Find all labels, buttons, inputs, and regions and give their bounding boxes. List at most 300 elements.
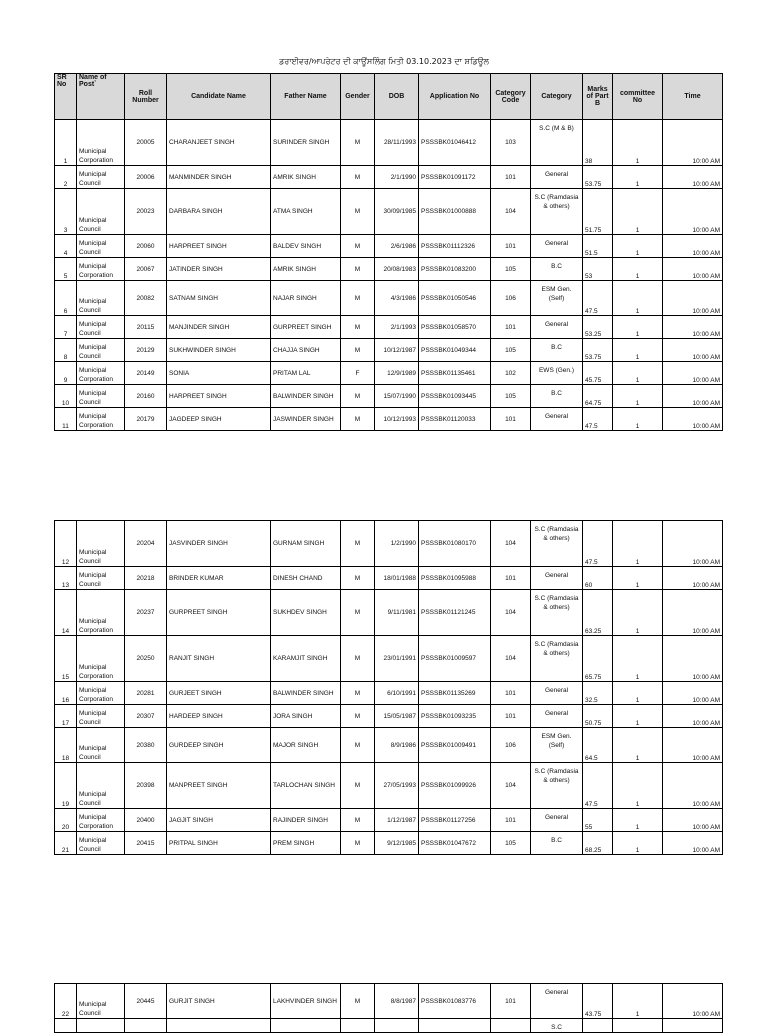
sr-cell: 13 bbox=[55, 567, 77, 590]
category-cell: S.C (Ramdasia & others) bbox=[531, 636, 583, 682]
table-row bbox=[55, 385, 723, 408]
gender-cell: M bbox=[341, 809, 375, 832]
roll-cell: 20250 bbox=[125, 636, 167, 682]
marks-cell: 53.25 bbox=[583, 316, 613, 339]
sr-cell bbox=[55, 1019, 77, 1033]
candidate-name-cell: PRITPAL SINGH bbox=[167, 832, 271, 855]
table-row bbox=[55, 590, 723, 636]
committee-cell: 1 bbox=[613, 316, 663, 339]
dob-cell: 15/05/1987 bbox=[375, 705, 419, 728]
committee-cell: 1 bbox=[613, 705, 663, 728]
header-roll: Roll Number bbox=[125, 74, 167, 120]
marks-cell: 65.75 bbox=[583, 636, 613, 682]
category-cell: General bbox=[531, 408, 583, 431]
roll-cell: 20179 bbox=[125, 408, 167, 431]
gender-cell: M bbox=[341, 339, 375, 362]
header-time: Time bbox=[663, 74, 723, 120]
category-cell: General bbox=[531, 316, 583, 339]
committee-cell: 1 bbox=[613, 189, 663, 235]
roll-cell bbox=[125, 1019, 167, 1033]
candidate-name-cell: DARBARA SINGH bbox=[167, 189, 271, 235]
post-cell: Municipal Council bbox=[77, 339, 125, 362]
application-no-cell: PSSSBK01009491 bbox=[419, 728, 491, 763]
sr-cell: 19 bbox=[55, 763, 77, 809]
time-cell: 10:00 AM bbox=[663, 362, 723, 385]
table-row bbox=[55, 728, 723, 763]
sr-cell: 3 bbox=[55, 189, 77, 235]
marks-cell: 47.5 bbox=[583, 521, 613, 567]
committee-cell: 1 bbox=[613, 408, 663, 431]
marks-cell: 64.5 bbox=[583, 728, 613, 763]
father-name-cell: BALWINDER SINGH bbox=[271, 682, 341, 705]
marks-cell: 53.75 bbox=[583, 339, 613, 362]
marks-cell: 45.75 bbox=[583, 362, 613, 385]
post-cell: Municipal Council bbox=[77, 166, 125, 189]
gender-cell: M bbox=[341, 728, 375, 763]
marks-cell: 68.25 bbox=[583, 832, 613, 855]
committee-cell bbox=[613, 1019, 663, 1033]
candidate-name-cell: HARPREET SINGH bbox=[167, 235, 271, 258]
header-comm: committee No bbox=[613, 74, 663, 120]
marks-cell: 53.75 bbox=[583, 166, 613, 189]
category-code-cell: 104 bbox=[491, 521, 531, 567]
candidate-name-cell: GURPREET SINGH bbox=[167, 590, 271, 636]
post-cell: Municipal Corporation bbox=[77, 809, 125, 832]
category-cell: B.C bbox=[531, 385, 583, 408]
time-cell: 10:00 AM bbox=[663, 385, 723, 408]
table-row bbox=[55, 832, 723, 855]
header-marks: Marks of Part B bbox=[583, 74, 613, 120]
header-sr: SR No bbox=[55, 74, 77, 120]
post-cell: Municipal Council bbox=[77, 984, 125, 1019]
father-name-cell: NAJAR SINGH bbox=[271, 281, 341, 316]
time-cell: 10:00 AM bbox=[663, 339, 723, 362]
time-cell: 10:00 AM bbox=[663, 984, 723, 1019]
candidate-name-cell: SATNAM SINGH bbox=[167, 281, 271, 316]
time-cell: 10:00 AM bbox=[663, 408, 723, 431]
roll-cell: 20082 bbox=[125, 281, 167, 316]
dob-cell: 27/05/1993 bbox=[375, 763, 419, 809]
gender-cell: M bbox=[341, 682, 375, 705]
category-code-cell: 104 bbox=[491, 763, 531, 809]
sr-cell: 4 bbox=[55, 235, 77, 258]
table-row bbox=[55, 408, 723, 431]
table-row bbox=[55, 984, 723, 1019]
committee-cell: 1 bbox=[613, 763, 663, 809]
application-no-cell: PSSSBK01093445 bbox=[419, 385, 491, 408]
candidate-name-cell: SUKHWINDER SINGH bbox=[167, 339, 271, 362]
roll-cell: 20129 bbox=[125, 339, 167, 362]
gender-cell: M bbox=[341, 832, 375, 855]
schedule-table-3 bbox=[54, 983, 723, 1033]
post-cell: Municipal Council bbox=[77, 316, 125, 339]
dob-cell bbox=[375, 1019, 419, 1033]
committee-cell: 1 bbox=[613, 235, 663, 258]
father-name-cell: DINESH CHAND bbox=[271, 567, 341, 590]
father-name-cell: AMRIK SINGH bbox=[271, 258, 341, 281]
table-header-row bbox=[55, 74, 723, 120]
committee-cell: 1 bbox=[613, 385, 663, 408]
dob-cell: 9/12/1985 bbox=[375, 832, 419, 855]
candidate-name-cell: BRINDER KUMAR bbox=[167, 567, 271, 590]
roll-cell: 20023 bbox=[125, 189, 167, 235]
committee-cell: 1 bbox=[613, 281, 663, 316]
category-code-cell: 101 bbox=[491, 408, 531, 431]
header-code: Category Code bbox=[491, 74, 531, 120]
category-cell: S.C (Ramdasia & others) bbox=[531, 590, 583, 636]
dob-cell: 1/12/1987 bbox=[375, 809, 419, 832]
gender-cell: M bbox=[341, 235, 375, 258]
committee-cell: 1 bbox=[613, 636, 663, 682]
committee-cell: 1 bbox=[613, 362, 663, 385]
gender-cell: M bbox=[341, 763, 375, 809]
table-row bbox=[55, 705, 723, 728]
post-cell: Municipal Council bbox=[77, 832, 125, 855]
roll-cell: 20237 bbox=[125, 590, 167, 636]
committee-cell: 1 bbox=[613, 339, 663, 362]
dob-cell: 2/1/1990 bbox=[375, 166, 419, 189]
dob-cell: 6/10/1991 bbox=[375, 682, 419, 705]
category-cell: ESM Gen. (Self) bbox=[531, 728, 583, 763]
table-row bbox=[55, 682, 723, 705]
gender-cell: M bbox=[341, 521, 375, 567]
sr-cell: 20 bbox=[55, 809, 77, 832]
header-gender: Gender bbox=[341, 74, 375, 120]
category-code-cell: 102 bbox=[491, 362, 531, 385]
table-row bbox=[55, 339, 723, 362]
committee-cell: 1 bbox=[613, 590, 663, 636]
roll-cell: 20149 bbox=[125, 362, 167, 385]
roll-cell: 20060 bbox=[125, 235, 167, 258]
committee-cell: 1 bbox=[613, 258, 663, 281]
time-cell: 10:00 AM bbox=[663, 189, 723, 235]
roll-cell: 20005 bbox=[125, 120, 167, 166]
time-cell bbox=[663, 1019, 723, 1033]
sr-cell: 2 bbox=[55, 166, 77, 189]
table-row bbox=[55, 636, 723, 682]
schedule-table-2 bbox=[54, 520, 723, 855]
post-cell: Municipal Corporation bbox=[77, 590, 125, 636]
application-no-cell: PSSSBK01127256 bbox=[419, 809, 491, 832]
sr-cell: 21 bbox=[55, 832, 77, 855]
application-no-cell bbox=[419, 1019, 491, 1033]
category-code-cell: 101 bbox=[491, 235, 531, 258]
dob-cell: 12/9/1989 bbox=[375, 362, 419, 385]
father-name-cell: CHAJJA SINGH bbox=[271, 339, 341, 362]
schedule-table-1 bbox=[54, 73, 723, 431]
committee-cell: 1 bbox=[613, 166, 663, 189]
gender-cell: M bbox=[341, 189, 375, 235]
category-code-cell: 106 bbox=[491, 728, 531, 763]
dob-cell: 9/11/1981 bbox=[375, 590, 419, 636]
application-no-cell: PSSSBK01009597 bbox=[419, 636, 491, 682]
header-post: Name of Post` bbox=[77, 74, 125, 120]
candidate-name-cell: GURJIT SINGH bbox=[167, 984, 271, 1019]
time-cell: 10:00 AM bbox=[663, 832, 723, 855]
time-cell: 10:00 AM bbox=[663, 636, 723, 682]
application-no-cell: PSSSBK01121245 bbox=[419, 590, 491, 636]
candidate-name-cell: JASVINDER SINGH bbox=[167, 521, 271, 567]
category-cell: ESM Gen. (Self) bbox=[531, 281, 583, 316]
candidate-name-cell: MANPREET SINGH bbox=[167, 763, 271, 809]
marks-cell: 53 bbox=[583, 258, 613, 281]
application-no-cell: PSSSBK01112326 bbox=[419, 235, 491, 258]
table-row bbox=[55, 316, 723, 339]
marks-cell: 55 bbox=[583, 809, 613, 832]
category-code-cell: 104 bbox=[491, 189, 531, 235]
post-cell: Municipal Council bbox=[77, 728, 125, 763]
category-cell: S.C (M & B) bbox=[531, 120, 583, 166]
committee-cell: 1 bbox=[613, 809, 663, 832]
category-code-cell: 101 bbox=[491, 809, 531, 832]
marks-cell: 47.5 bbox=[583, 408, 613, 431]
candidate-name-cell: GURJEET SINGH bbox=[167, 682, 271, 705]
application-no-cell: PSSSBK01049344 bbox=[419, 339, 491, 362]
father-name-cell: ATMA SINGH bbox=[271, 189, 341, 235]
table-row bbox=[55, 763, 723, 809]
table-row bbox=[55, 809, 723, 832]
application-no-cell: PSSSBK01120033 bbox=[419, 408, 491, 431]
marks-cell: 47.5 bbox=[583, 763, 613, 809]
dob-cell: 10/12/1987 bbox=[375, 339, 419, 362]
committee-cell: 1 bbox=[613, 682, 663, 705]
gender-cell: M bbox=[341, 636, 375, 682]
post-cell: Municipal Council bbox=[77, 567, 125, 590]
application-no-cell: PSSSBK01050546 bbox=[419, 281, 491, 316]
committee-cell: 1 bbox=[613, 728, 663, 763]
post-cell: Municipal Corporation bbox=[77, 258, 125, 281]
roll-cell: 20006 bbox=[125, 166, 167, 189]
category-cell: B.C bbox=[531, 339, 583, 362]
sr-cell: 6 bbox=[55, 281, 77, 316]
application-no-cell: PSSSBK01047672 bbox=[419, 832, 491, 855]
application-no-cell: PSSSBK01135461 bbox=[419, 362, 491, 385]
candidate-name-cell: SONIA bbox=[167, 362, 271, 385]
dob-cell: 23/01/1991 bbox=[375, 636, 419, 682]
time-cell: 10:00 AM bbox=[663, 120, 723, 166]
category-code-cell: 101 bbox=[491, 705, 531, 728]
table-row bbox=[55, 189, 723, 235]
sr-cell: 8 bbox=[55, 339, 77, 362]
category-code-cell: 101 bbox=[491, 567, 531, 590]
category-code-cell: 104 bbox=[491, 636, 531, 682]
sr-cell: 10 bbox=[55, 385, 77, 408]
time-cell: 10:00 AM bbox=[663, 316, 723, 339]
category-cell: EWS (Gen.) bbox=[531, 362, 583, 385]
category-code-cell: 106 bbox=[491, 281, 531, 316]
roll-cell: 20400 bbox=[125, 809, 167, 832]
marks-cell: 50.75 bbox=[583, 705, 613, 728]
dob-cell: 8/8/1987 bbox=[375, 984, 419, 1019]
committee-cell: 1 bbox=[613, 521, 663, 567]
dob-cell: 15/07/1990 bbox=[375, 385, 419, 408]
candidate-name-cell: CHARANJEET SINGH bbox=[167, 120, 271, 166]
application-no-cell: PSSSBK01083776 bbox=[419, 984, 491, 1019]
application-no-cell: PSSSBK01135269 bbox=[419, 682, 491, 705]
table-row bbox=[55, 235, 723, 258]
father-name-cell: GURPREET SINGH bbox=[271, 316, 341, 339]
application-no-cell: PSSSBK01000888 bbox=[419, 189, 491, 235]
dob-cell: 20/08/1983 bbox=[375, 258, 419, 281]
father-name-cell: BALWINDER SINGH bbox=[271, 385, 341, 408]
father-name-cell: KARAMJIT SINGH bbox=[271, 636, 341, 682]
dob-cell: 28/11/1993 bbox=[375, 120, 419, 166]
roll-cell: 20380 bbox=[125, 728, 167, 763]
marks-cell: 60 bbox=[583, 567, 613, 590]
header-father: Father Name bbox=[271, 74, 341, 120]
table-row bbox=[55, 567, 723, 590]
table-row bbox=[55, 281, 723, 316]
father-name-cell: LAKHVINDER SINGH bbox=[271, 984, 341, 1019]
post-cell: Municipal Council bbox=[77, 521, 125, 567]
category-code-cell bbox=[491, 1019, 531, 1033]
sr-cell: 1 bbox=[55, 120, 77, 166]
time-cell: 10:00 AM bbox=[663, 809, 723, 832]
header-cat: Category bbox=[531, 74, 583, 120]
marks-cell: 51.75 bbox=[583, 189, 613, 235]
category-cell: General bbox=[531, 235, 583, 258]
dob-cell: 10/12/1993 bbox=[375, 408, 419, 431]
roll-cell: 20445 bbox=[125, 984, 167, 1019]
committee-cell: 1 bbox=[613, 120, 663, 166]
category-code-cell: 101 bbox=[491, 984, 531, 1019]
header-name: Candidate Name bbox=[167, 74, 271, 120]
father-name-cell: MAJOR SINGH bbox=[271, 728, 341, 763]
roll-cell: 20281 bbox=[125, 682, 167, 705]
header-dob: DOB bbox=[375, 74, 419, 120]
category-cell: General bbox=[531, 682, 583, 705]
application-no-cell: PSSSBK01083200 bbox=[419, 258, 491, 281]
category-code-cell: 101 bbox=[491, 316, 531, 339]
candidate-name-cell bbox=[167, 1019, 271, 1033]
category-cell: S.C (Ramdasia & others) bbox=[531, 521, 583, 567]
dob-cell: 1/2/1990 bbox=[375, 521, 419, 567]
candidate-name-cell: GURDEEP SINGH bbox=[167, 728, 271, 763]
marks-cell: 64.75 bbox=[583, 385, 613, 408]
father-name-cell: JORA SINGH bbox=[271, 705, 341, 728]
category-cell: S.C (Ramdasia & others) bbox=[531, 189, 583, 235]
sr-cell: 15 bbox=[55, 636, 77, 682]
marks-cell: 32.5 bbox=[583, 682, 613, 705]
time-cell: 10:00 AM bbox=[663, 705, 723, 728]
candidate-name-cell: MANMINDER SINGH bbox=[167, 166, 271, 189]
category-cell: General bbox=[531, 567, 583, 590]
father-name-cell: SURINDER SINGH bbox=[271, 120, 341, 166]
post-cell: Municipal Council bbox=[77, 385, 125, 408]
roll-cell: 20204 bbox=[125, 521, 167, 567]
sr-cell: 11 bbox=[55, 408, 77, 431]
category-cell: B.C bbox=[531, 258, 583, 281]
father-name-cell: JASWINDER SINGH bbox=[271, 408, 341, 431]
category-code-cell: 105 bbox=[491, 258, 531, 281]
post-cell: Municipal Corporation bbox=[77, 636, 125, 682]
gender-cell: M bbox=[341, 408, 375, 431]
application-no-cell: PSSSBK01058570 bbox=[419, 316, 491, 339]
father-name-cell: AMRIK SINGH bbox=[271, 166, 341, 189]
gender-cell bbox=[341, 1019, 375, 1033]
father-name-cell: SUKHDEV SINGH bbox=[271, 590, 341, 636]
table-row bbox=[55, 258, 723, 281]
category-code-cell: 103 bbox=[491, 120, 531, 166]
committee-cell: 1 bbox=[613, 832, 663, 855]
table-row bbox=[55, 362, 723, 385]
time-cell: 10:00 AM bbox=[663, 728, 723, 763]
roll-cell: 20307 bbox=[125, 705, 167, 728]
category-code-cell: 104 bbox=[491, 590, 531, 636]
candidate-name-cell: JAGJIT SINGH bbox=[167, 809, 271, 832]
marks-cell: 51.5 bbox=[583, 235, 613, 258]
gender-cell: M bbox=[341, 166, 375, 189]
dob-cell: 8/9/1986 bbox=[375, 728, 419, 763]
roll-cell: 20218 bbox=[125, 567, 167, 590]
father-name-cell bbox=[271, 1019, 341, 1033]
marks-cell: 43.75 bbox=[583, 984, 613, 1019]
category-code-cell: 105 bbox=[491, 339, 531, 362]
category-code-cell: 101 bbox=[491, 682, 531, 705]
marks-cell: 38 bbox=[583, 120, 613, 166]
roll-cell: 20398 bbox=[125, 763, 167, 809]
dob-cell: 30/09/1985 bbox=[375, 189, 419, 235]
roll-cell: 20067 bbox=[125, 258, 167, 281]
dob-cell: 18/01/1988 bbox=[375, 567, 419, 590]
application-no-cell: PSSSBK01091172 bbox=[419, 166, 491, 189]
post-cell: Municipal Corporation bbox=[77, 682, 125, 705]
sr-cell: 22 bbox=[55, 984, 77, 1019]
category-cell: S.C (Ramdasia & others) bbox=[531, 763, 583, 809]
gender-cell: M bbox=[341, 316, 375, 339]
committee-cell: 1 bbox=[613, 984, 663, 1019]
candidate-name-cell: HARPREET SINGH bbox=[167, 385, 271, 408]
post-cell: Municipal Council bbox=[77, 705, 125, 728]
page-title: ਡਰਾਈਵਰ/ਆਪਰੇਟਰ ਦੀ ਕਾਊਂਸਲਿੰਗ ਮਿਤੀ 03.10.2023 ਦਾ ਸ਼ਡਿਊਲ bbox=[279, 57, 489, 66]
sr-cell: 9 bbox=[55, 362, 77, 385]
time-cell: 10:00 AM bbox=[663, 682, 723, 705]
father-name-cell: RAJINDER SINGH bbox=[271, 809, 341, 832]
time-cell: 10:00 AM bbox=[663, 235, 723, 258]
dob-cell: 2/1/1993 bbox=[375, 316, 419, 339]
application-no-cell: PSSSBK01093235 bbox=[419, 705, 491, 728]
gender-cell: M bbox=[341, 258, 375, 281]
father-name-cell: BALDEV SINGH bbox=[271, 235, 341, 258]
dob-cell: 4/3/1986 bbox=[375, 281, 419, 316]
gender-cell: M bbox=[341, 567, 375, 590]
gender-cell: F bbox=[341, 362, 375, 385]
post-cell bbox=[77, 1019, 125, 1033]
time-cell: 10:00 AM bbox=[663, 763, 723, 809]
application-no-cell: PSSSBK01080170 bbox=[419, 521, 491, 567]
marks-cell: 47.5 bbox=[583, 281, 613, 316]
committee-cell: 1 bbox=[613, 567, 663, 590]
time-cell: 10:00 AM bbox=[663, 166, 723, 189]
post-cell: Municipal Council bbox=[77, 281, 125, 316]
table-row bbox=[55, 120, 723, 166]
gender-cell: M bbox=[341, 281, 375, 316]
roll-cell: 20115 bbox=[125, 316, 167, 339]
gender-cell: M bbox=[341, 120, 375, 166]
category-code-cell: 101 bbox=[491, 166, 531, 189]
gender-cell: M bbox=[341, 590, 375, 636]
header-app: Application No bbox=[419, 74, 491, 120]
application-no-cell: PSSSBK01095988 bbox=[419, 567, 491, 590]
category-cell: B.C bbox=[531, 832, 583, 855]
application-no-cell: PSSSBK01099926 bbox=[419, 763, 491, 809]
roll-cell: 20415 bbox=[125, 832, 167, 855]
candidate-name-cell: MANJINDER SINGH bbox=[167, 316, 271, 339]
father-name-cell: PRITAM LAL bbox=[271, 362, 341, 385]
post-cell: Municipal Corporation bbox=[77, 362, 125, 385]
father-name-cell: GURNAM SINGH bbox=[271, 521, 341, 567]
dob-cell: 2/6/1986 bbox=[375, 235, 419, 258]
